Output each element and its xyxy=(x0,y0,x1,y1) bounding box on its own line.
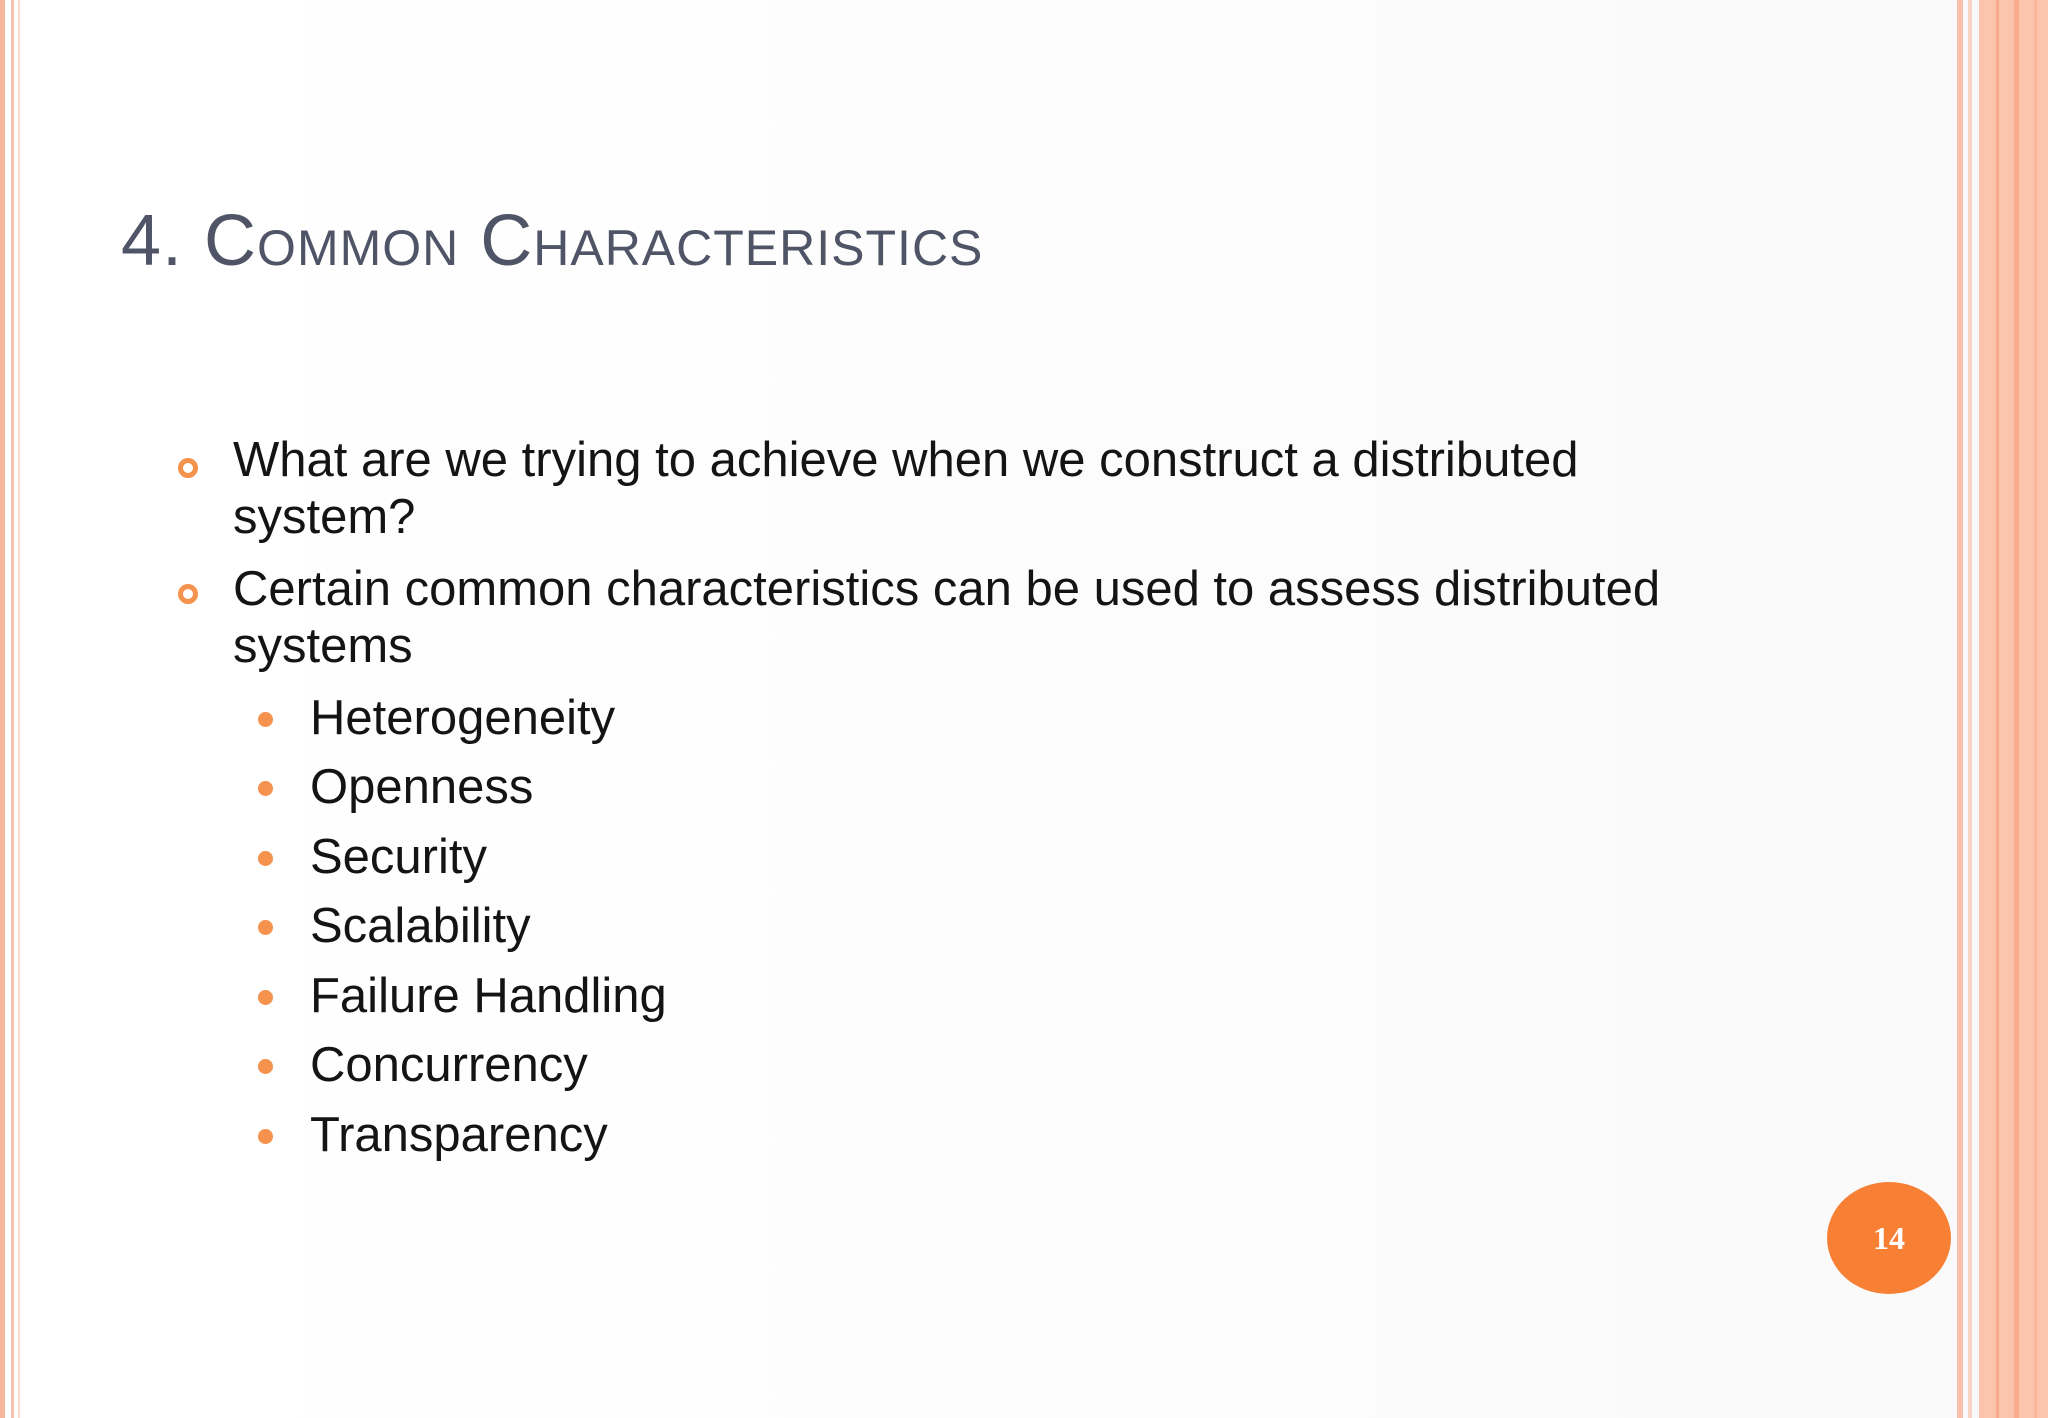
right-border-stripe xyxy=(1968,0,1972,1418)
dot-bullet-icon xyxy=(258,1059,273,1074)
right-border-stripe xyxy=(1957,0,1963,1418)
sub-bullet-item: Failure Handling xyxy=(310,969,667,1023)
dot-bullet-icon xyxy=(258,990,273,1005)
bullet-item: Certain common characteristics can be used to assess distributed systems xyxy=(233,562,1661,673)
page-number-badge xyxy=(1827,1182,1951,1294)
sub-bullet-item: Scalability xyxy=(310,899,531,953)
slide-title: 4. Common Characteristics xyxy=(121,201,984,281)
right-border-stripe xyxy=(2034,0,2037,1418)
right-border-stripe xyxy=(2014,0,2019,1418)
ring-bullet-icon xyxy=(178,584,198,604)
sub-bullet-item: Heterogeneity xyxy=(310,691,616,745)
sub-bullet-item: Openness xyxy=(310,760,534,814)
right-border-stripe xyxy=(1996,0,1999,1418)
bullet-item: What are we trying to achieve when we construct a distributed system? xyxy=(233,433,1579,544)
dot-bullet-icon xyxy=(258,920,273,935)
ring-bullet-icon xyxy=(178,458,198,478)
dot-bullet-icon xyxy=(258,851,273,866)
sub-bullet-item: Transparency xyxy=(310,1108,608,1162)
left-border-stripe xyxy=(18,0,20,1418)
left-border-stripe xyxy=(0,0,5,1418)
left-border-stripe xyxy=(11,0,14,1418)
sub-bullet-item: Security xyxy=(310,830,488,884)
dot-bullet-icon xyxy=(258,1129,273,1144)
page-number: 14 xyxy=(1873,1219,1905,1256)
dot-bullet-icon xyxy=(258,781,273,796)
sub-bullet-item: Concurrency xyxy=(310,1038,588,1092)
dot-bullet-icon xyxy=(258,712,273,727)
